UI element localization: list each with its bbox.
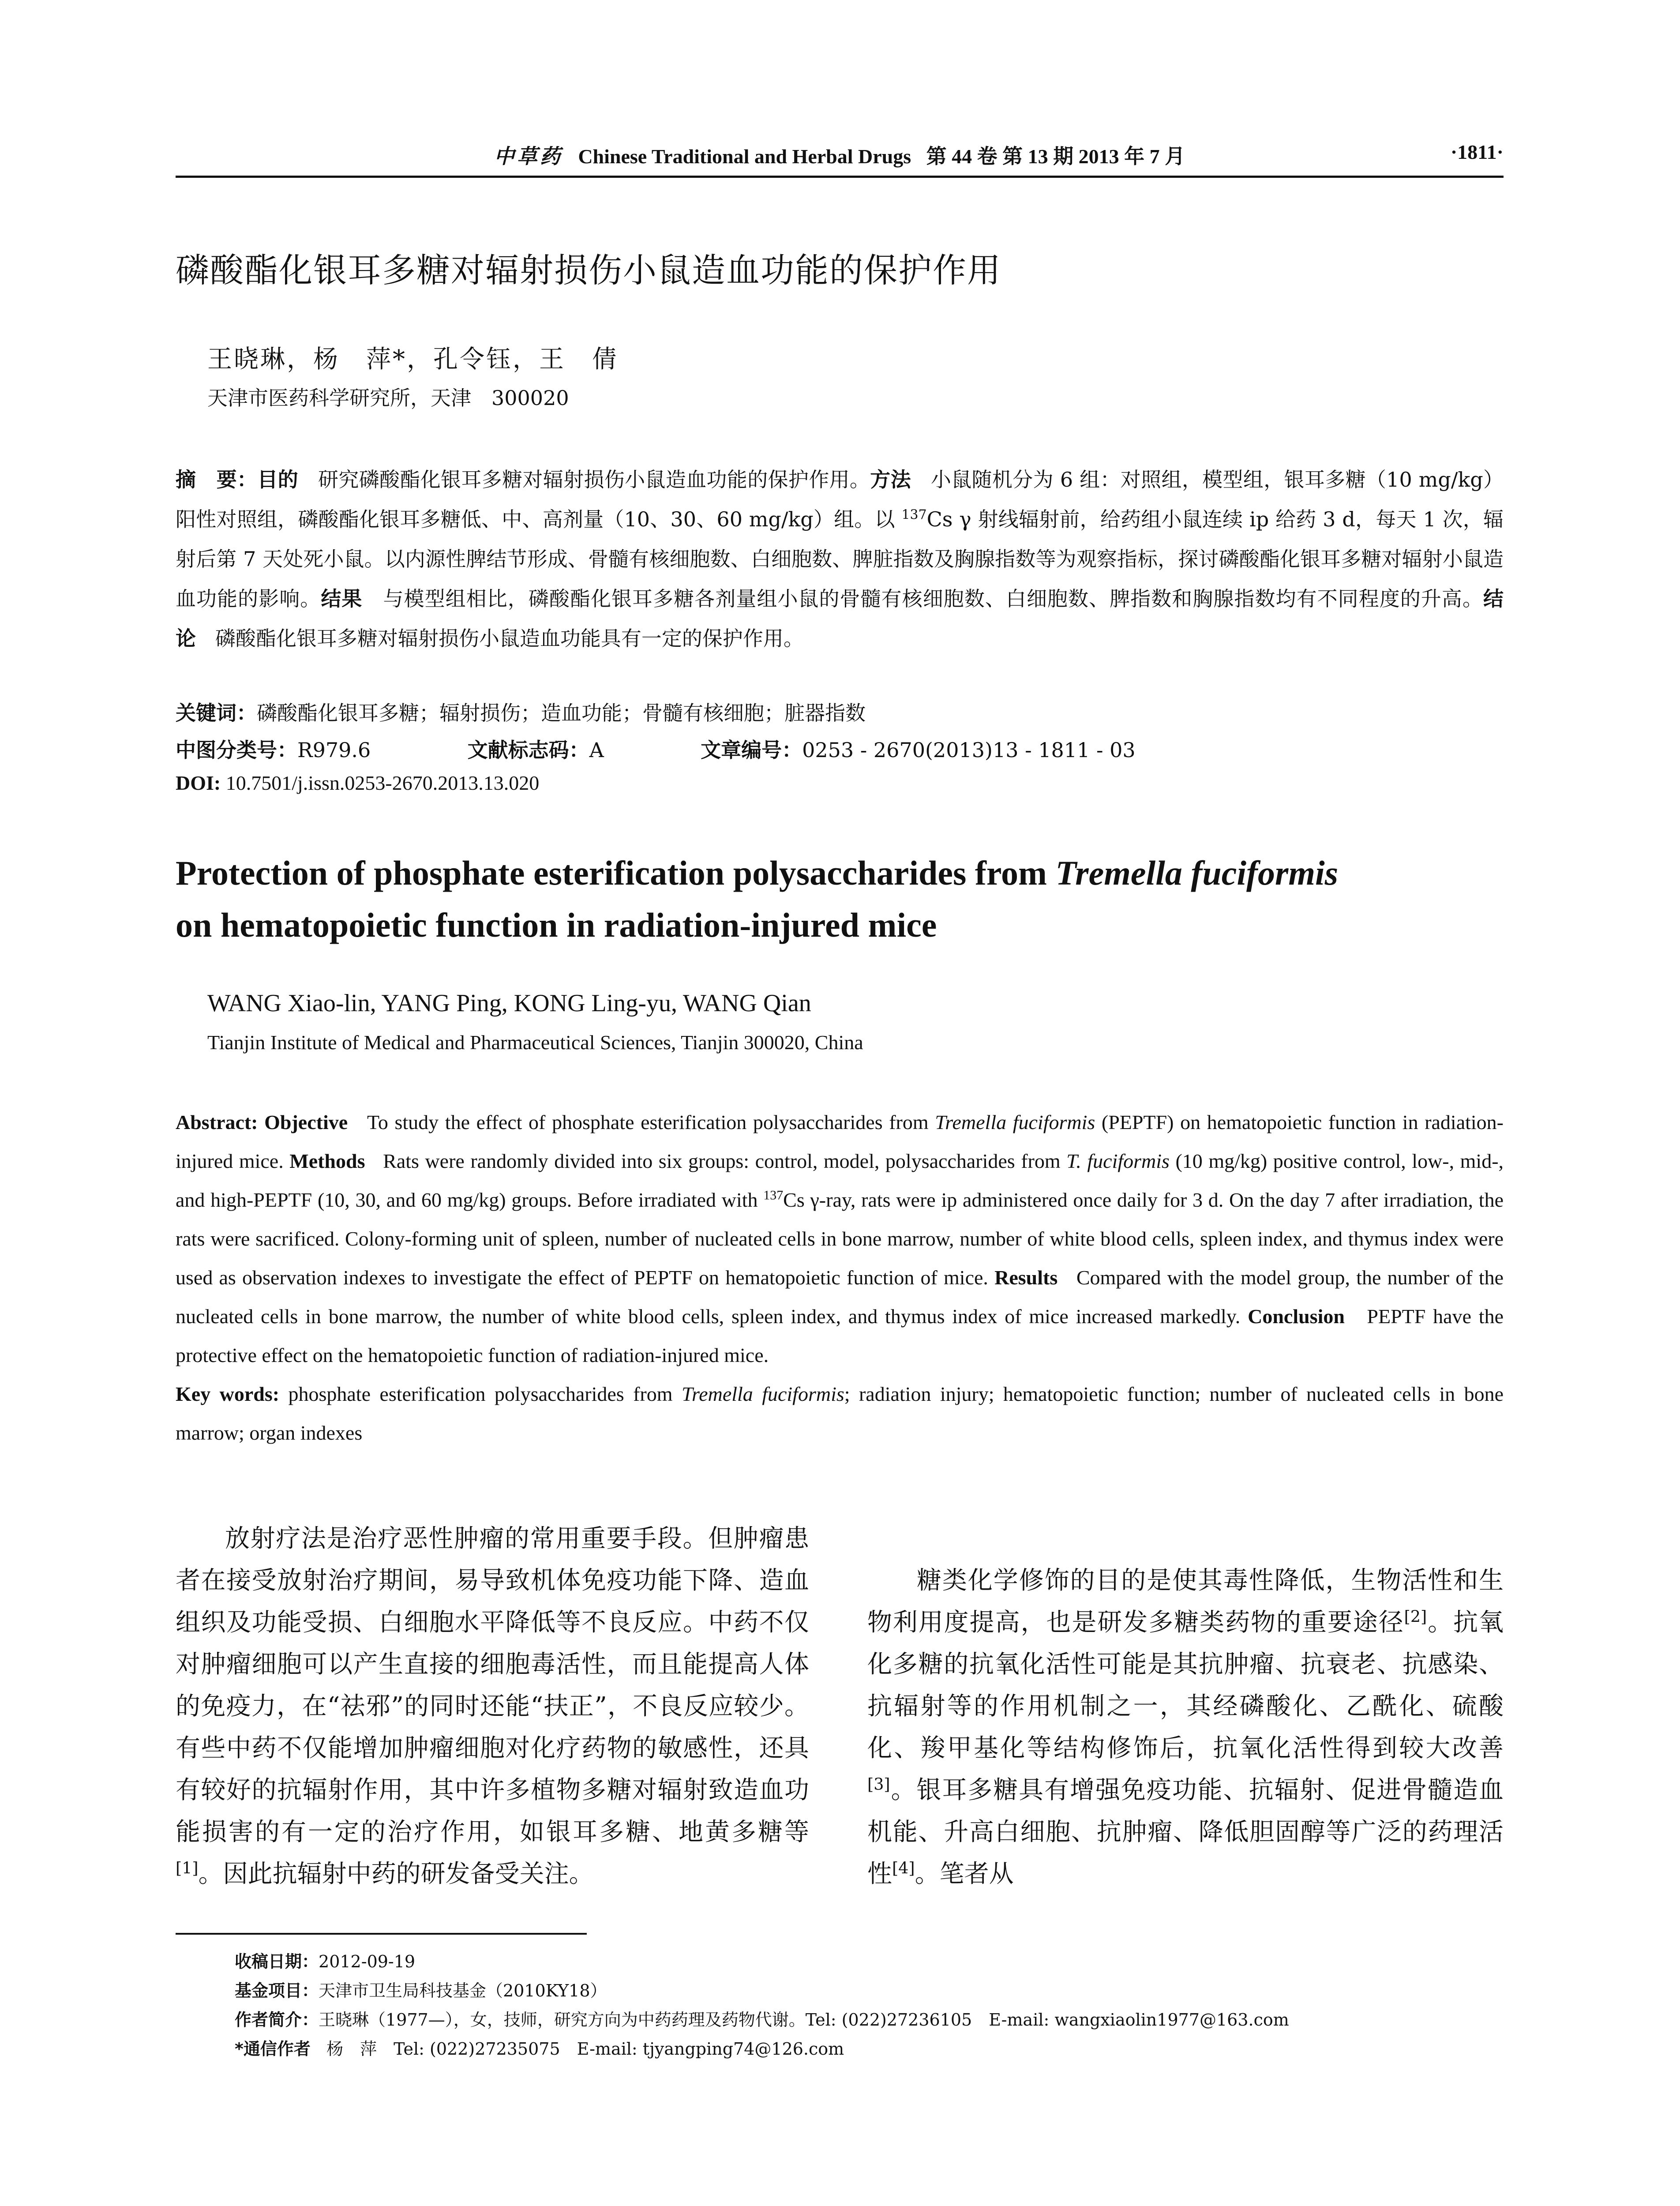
journal-name-cn: 中草药 bbox=[494, 144, 563, 168]
doc-code-label: 文献标志码： bbox=[467, 738, 589, 762]
objective-en-a: To study the effect of phosphate esterification polysaccharides from bbox=[367, 1111, 935, 1133]
keywords-en-a: phosphate esterification polysaccharides from bbox=[279, 1383, 682, 1405]
conclusion-en: PEPTF have the protective effect on the hematopoietic function of radiation-injured mice. bbox=[176, 1305, 1504, 1366]
corr-label: *通信作者 bbox=[235, 2039, 311, 2059]
footnote-rule bbox=[176, 1933, 587, 1935]
conclusion-label-en: Conclusion bbox=[1248, 1305, 1345, 1328]
methods-cn-b: Cs γ 射线辐射前，给药组小鼠连续 ip 给药 3 d，每天 1 次，辐射后第 7 天处死小鼠。以内源性脾结节形成、骨髓有核细胞数、白细胞数、脾脏指数及胸腺指数等为观察指标，探讨磷酸酯化银耳多糖对辐射小鼠造血功能的影响。 bbox=[176, 507, 1504, 611]
article-no-value: 0253 - 2670(2013)13 - 1811 - 03 bbox=[802, 738, 1136, 762]
body-ref-1[interactable]: [1] bbox=[176, 1858, 199, 1878]
results-cn: 与模型组相比，磷酸酯化银耳多糖各剂量组小鼠的骨髓有核细胞数、白细胞数、脾指数和胸腺指数均有不同程度的升高。 bbox=[383, 587, 1484, 611]
abstract-en bbox=[176, 1103, 1504, 1452]
footnote-fund bbox=[235, 1976, 1289, 2005]
footnote-author bbox=[235, 2005, 1289, 2034]
body-column-right bbox=[867, 1518, 1504, 1895]
fund-label: 基金项目： bbox=[235, 1981, 319, 2000]
body-p2-b: 。抗氧化多糖的抗氧化活性可能是其抗肿瘤、抗衰老、抗感染、抗辐射等的作用机制之一，其经磷酸化、乙酰化、硫酸化、羧甲基化等结构修饰后，抗氧化活性得到较大改善 bbox=[867, 1608, 1504, 1763]
methods-label-cn: 方法 bbox=[870, 468, 911, 491]
results-en: Compared with the model group, the number of the nucleated cells in bone marrow, the number of white blood cells, spleen index, and thymus index of mice increased markedly. bbox=[176, 1266, 1504, 1328]
methods-cn-a: 小鼠随机分为 6 组：对照组，模型组，银耳多糖（10 mg/kg）阳性对照组，磷酸酯化银耳多糖低、中、高剂量（10、30、60 mg/kg）组。以 bbox=[176, 468, 1504, 531]
keywords-en-species: Tremella fuciformis bbox=[681, 1383, 844, 1405]
author-label: 作者简介： bbox=[235, 2010, 319, 2030]
journal-name bbox=[176, 140, 1504, 169]
footnotes bbox=[235, 1947, 1289, 2063]
body-column-left bbox=[176, 1518, 809, 1895]
objective-cn: 研究磷酸酯化银耳多糖对辐射损伤小鼠造血功能的保护作用。 bbox=[318, 468, 870, 491]
conclusion-cn: 磷酸酯化银耳多糖对辐射损伤小鼠造血功能具有一定的保护作用。 bbox=[215, 627, 804, 650]
body-p1-end: 。因此抗辐射中药的研发备受关注。 bbox=[198, 1860, 594, 1888]
abstract-cn-label: 摘 要： bbox=[176, 468, 258, 491]
clc-value: R979.6 bbox=[297, 738, 371, 762]
received-value: 2012-09-19 bbox=[319, 1952, 416, 1971]
keywords-cn bbox=[176, 697, 866, 726]
body-p1-text: 放射疗法是治疗恶性肿瘤的常用重要手段。但肿瘤患者在接受放射治疗期间，易导致机体免疫功能下降、造血组织及功能受损、白细胞水平降低等不良反应。中药不仅对肿瘤细胞可以产生直接的细胞毒活性，而且能提高人体的免疫力，在“祛邪”的同时还能“扶正”，不良反应较少。有些中药不仅能增加肿瘤细胞对化疗药物的敏感性，还具有较好的抗辐射作用，其中许多植物多糖对辐射致造血功能损害的有一定的治疗作用，如银耳多糖、地黄多糖等 bbox=[176, 1524, 809, 1846]
body-p2-a: 糖类化学修饰的目的是使其毒性降低，生物活性和生物利用度提高，也是研发多糖类药物的重要途径 bbox=[867, 1566, 1504, 1637]
header-rule bbox=[176, 176, 1504, 178]
methods-en-species: T. fuciformis bbox=[1066, 1150, 1170, 1172]
clc-label: 中图分类号： bbox=[176, 738, 297, 762]
body-p2-d: 。笔者从 bbox=[915, 1860, 1014, 1888]
journal-name-en: Chinese Traditional and Herbal Drugs bbox=[578, 145, 911, 168]
affiliation-cn: 天津市医药科学研究所，天津 300020 bbox=[207, 386, 569, 410]
methods-en-b: (10 mg/kg) positive control, low-, mid-, and high-PEPTF (10, 30, and 60 mg/kg) groups. Before irradiated with bbox=[176, 1150, 1504, 1211]
issue-info: 第 44 卷 第 13 期 2013 年 7 月 bbox=[926, 145, 1185, 168]
footnote-received bbox=[235, 1947, 1289, 1976]
results-label-en: Results bbox=[994, 1266, 1058, 1289]
corr-value: 杨 萍 Tel: (022)27235075 E-mail: tjyangping74@126.com bbox=[326, 2039, 844, 2059]
body-ref-2[interactable]: [2] bbox=[1404, 1607, 1427, 1626]
article-no-label: 文章编号： bbox=[701, 738, 802, 762]
fund-value: 天津市卫生局科技基金（2010KY18） bbox=[319, 1981, 607, 2000]
page-number: ·1811· bbox=[1450, 141, 1504, 163]
body-paragraph-1 bbox=[176, 1518, 809, 1895]
methods-en-sup: 137 bbox=[763, 1188, 784, 1203]
author-value: 王晓琳（1977—），女，技师，研究方向为中药药理及药物代谢。Tel: (022)27236105 E-mail: wangxiaolin1977@163.com bbox=[319, 2010, 1289, 2030]
running-header bbox=[176, 140, 1504, 180]
keywords-cn-label: 关键词： bbox=[176, 701, 257, 725]
doi-value[interactable]: 10.7501/j.issn.0253-2670.2013.13.020 bbox=[225, 772, 540, 794]
body-ref-4[interactable]: [4] bbox=[892, 1858, 915, 1878]
methods-en-c: Cs γ-ray, rats were ip administered once daily for 3 d. On the day 7 after irradiation, the rats were sacrificed. Colony-forming unit of spleen, number of nucleated cells in bone marrow, number of white blood cells, spleen index, and thymus index were used as observation indexes to investigate the effect of PEPTF on hematopoietic function of mice. bbox=[176, 1189, 1504, 1289]
results-label-cn: 结果 bbox=[321, 587, 363, 611]
objective-en-b: (PEPTF) on hematopoietic function in radiation-injured mice. bbox=[176, 1111, 1504, 1172]
title-en-species: Tremella fuciformis bbox=[1055, 854, 1339, 892]
classification-line bbox=[176, 734, 1136, 763]
title-cn: 磷酸酯化银耳多糖对辐射损伤小鼠造血功能的保护作用 bbox=[176, 251, 1001, 290]
abstract-cn bbox=[176, 460, 1504, 658]
doi-label: DOI: bbox=[176, 772, 221, 794]
title-en-part1: Protection of phosphate esterification polysaccharides from bbox=[176, 854, 1056, 892]
methods-label-en: Methods bbox=[289, 1150, 365, 1172]
doc-code-value: A bbox=[589, 738, 604, 762]
methods-cn-sup: 137 bbox=[901, 507, 927, 523]
doi-line bbox=[176, 771, 539, 795]
keywords-en bbox=[176, 1383, 1504, 1444]
conclusion-label-cn: 结论 bbox=[176, 587, 1504, 650]
authors-en: WANG Xiao-lin, YANG Ping, KONG Ling-yu, WANG Qian bbox=[207, 990, 811, 1017]
objective-en-species: Tremella fuciformis bbox=[935, 1111, 1095, 1133]
received-label: 收稿日期： bbox=[235, 1952, 319, 1971]
title-en-part2: on hematopoietic function in radiation-injured mice bbox=[176, 906, 937, 944]
methods-en-a: Rats were randomly divided into six groups: control, model, polysaccharides from bbox=[383, 1150, 1067, 1172]
abstract-en-label: Abstract: bbox=[176, 1111, 258, 1133]
keywords-en-b: ; radiation injury; hematopoietic function; number of nucleated cells in bone marrow; organ indexes bbox=[176, 1383, 1504, 1444]
body-p2-c: 。银耳多糖具有增强免疫功能、抗辐射、促进骨髓造血机能、升高白细胞、抗肿瘤、降低胆固醇等广泛的药理活性 bbox=[867, 1776, 1504, 1888]
keywords-en-label: Key words: bbox=[176, 1383, 280, 1405]
authors-cn: 王晓琳，杨 萍*，孔令钰，王 倩 bbox=[207, 345, 619, 374]
keywords-cn-text: 磷酸酯化银耳多糖；辐射损伤；造血功能；骨髓有核细胞；脏器指数 bbox=[257, 701, 866, 725]
objective-label-cn: 目的 bbox=[257, 468, 299, 491]
body-paragraph-2 bbox=[867, 1560, 1504, 1895]
body-ref-3[interactable]: [3] bbox=[867, 1775, 890, 1794]
objective-label-en: Objective bbox=[264, 1111, 348, 1133]
title-en bbox=[176, 847, 1504, 951]
affiliation-en: Tianjin Institute of Medical and Pharmaceutical Sciences, Tianjin 300020, China bbox=[207, 1031, 863, 1054]
footnote-correspondence bbox=[235, 2034, 1289, 2063]
